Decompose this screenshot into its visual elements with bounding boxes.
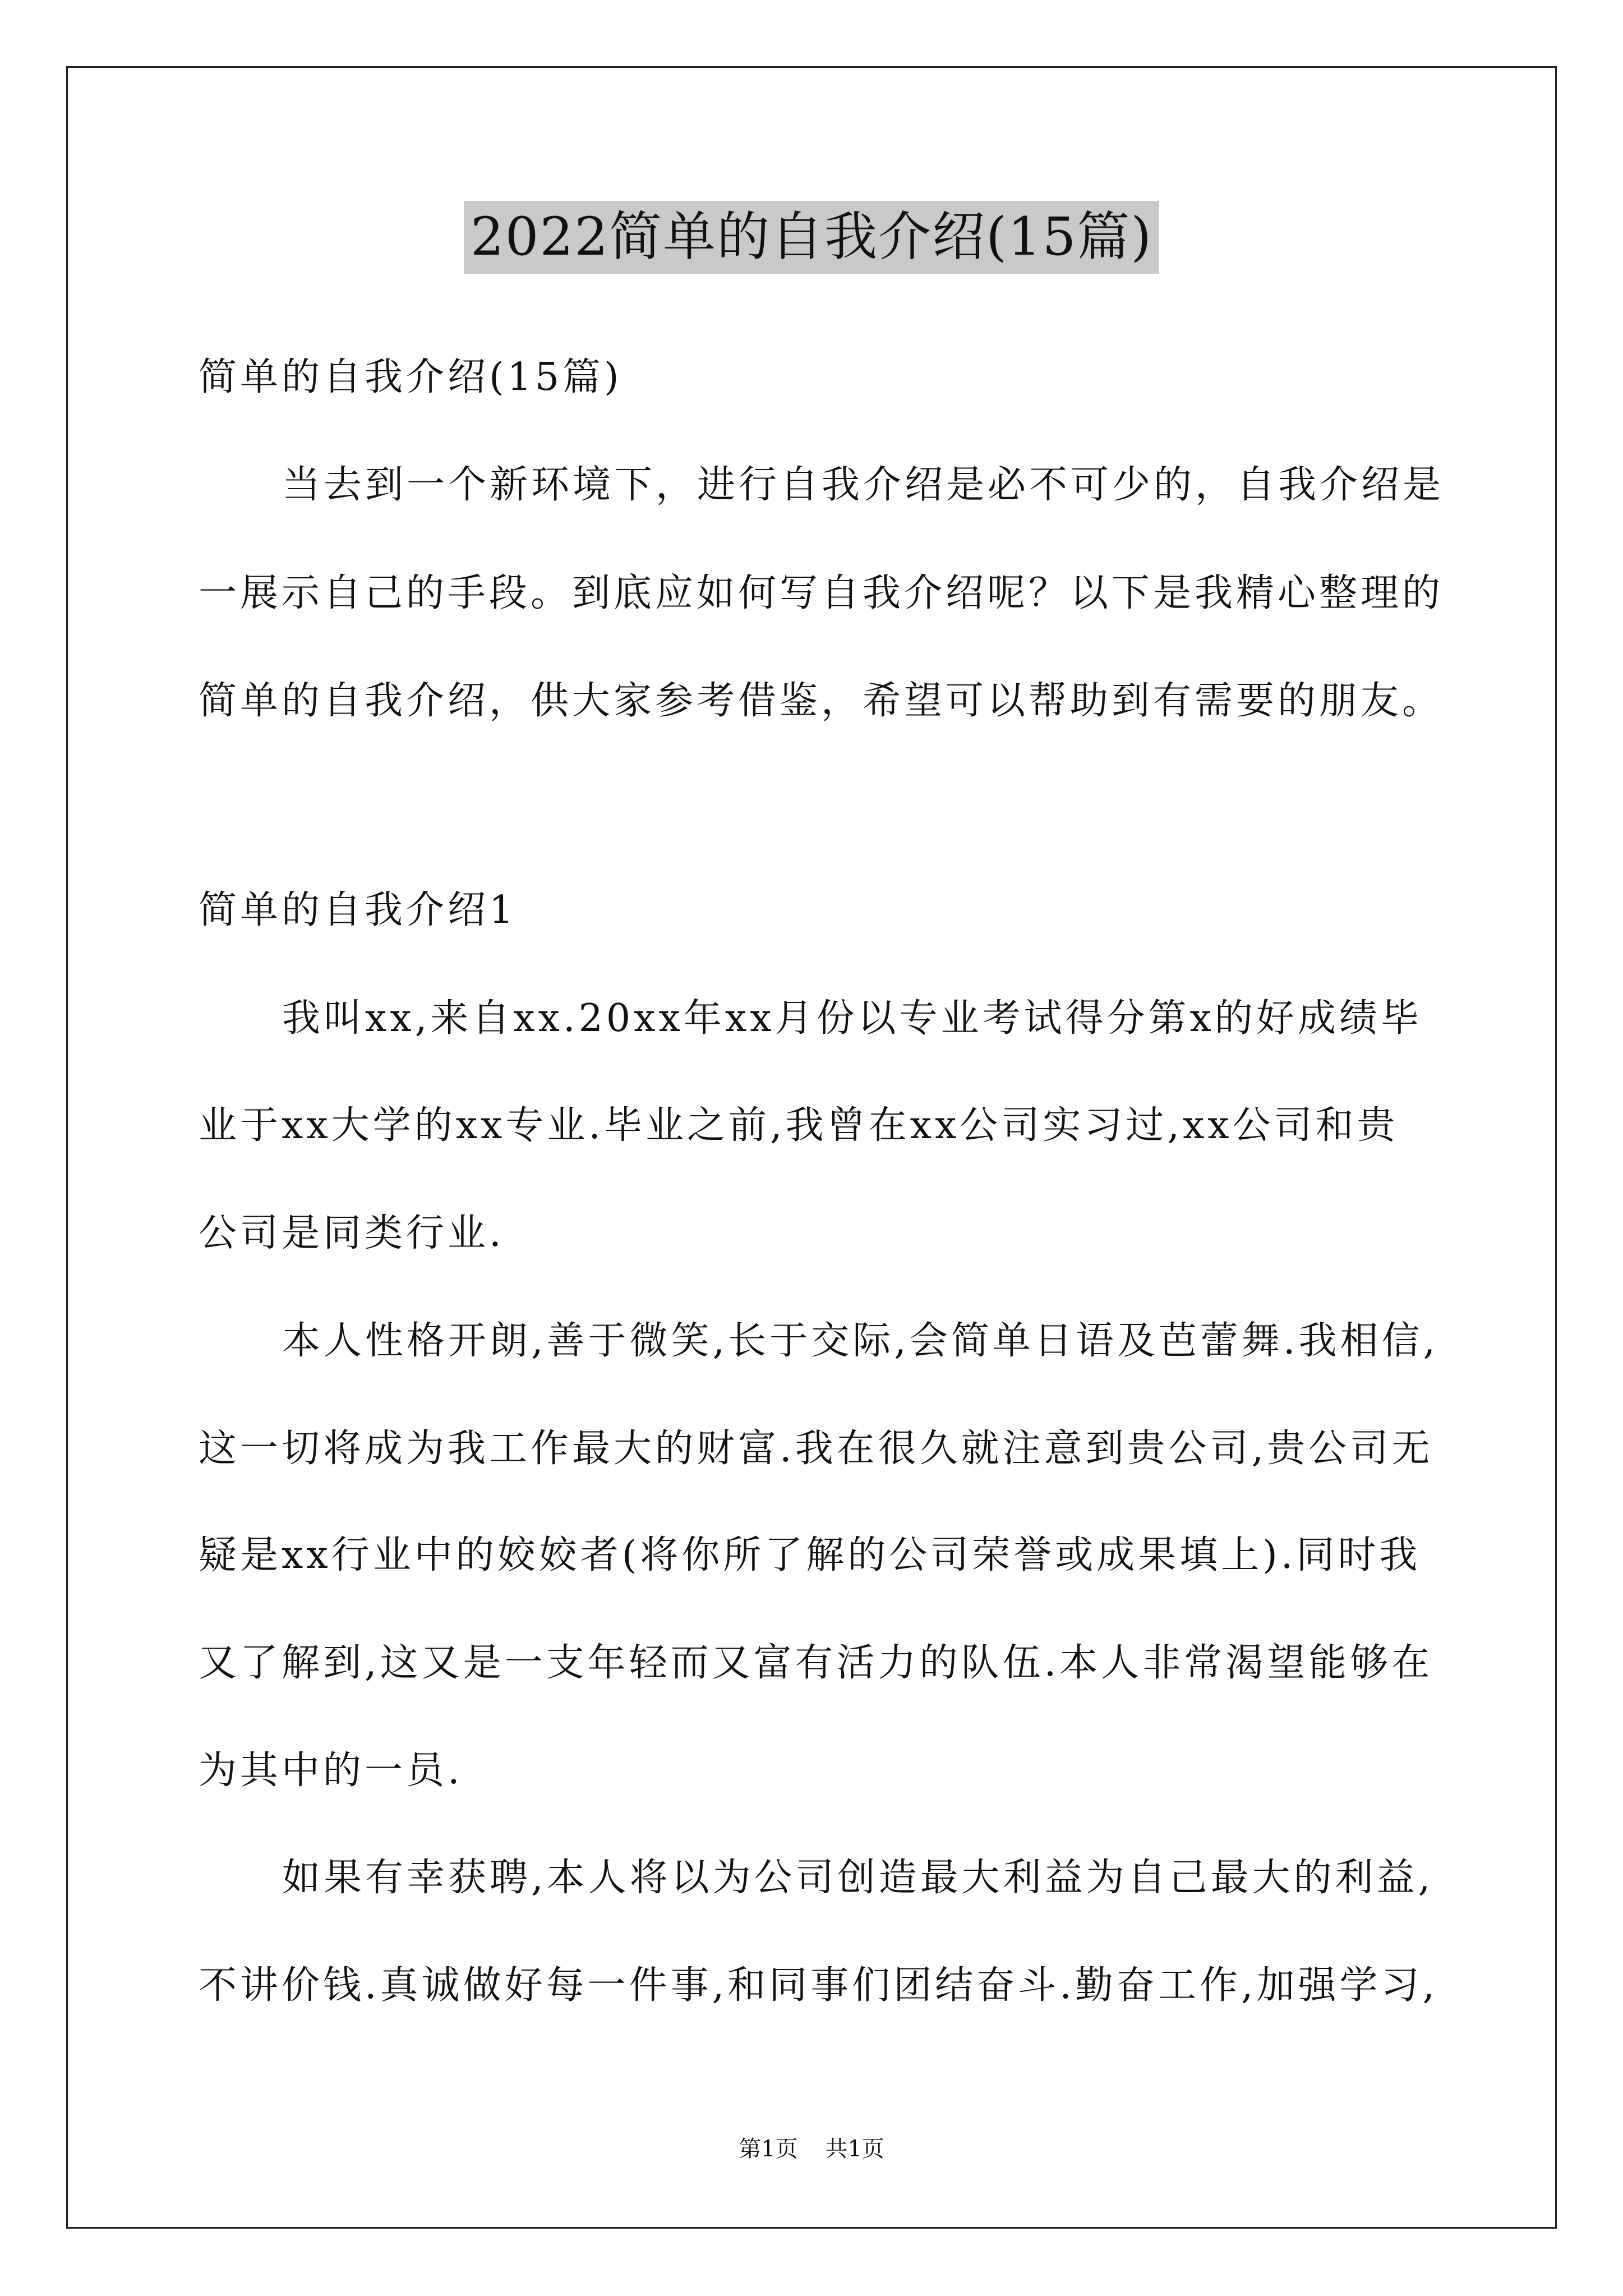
page-number-current: 第1页 (739, 2136, 798, 2162)
title-area (0, 201, 1623, 274)
intro-line-3: 简单的自我介绍，供大家参考借鉴，希望可以帮助到有需要的朋友。 (199, 679, 1444, 723)
page-number-total: 共1页 (825, 2136, 884, 2162)
subtitle: 简单的自我介绍(15篇) (199, 355, 623, 399)
page-footer (0, 2133, 1623, 2165)
paragraph1-line-1: 我叫xx,来自xx.20xx年xx月份以专业考试得分第x的好成绩毕 (282, 996, 1422, 1041)
intro-line-1: 当去到一个新环境下，进行自我介绍是必不可少的，自我介绍是 (282, 463, 1445, 507)
paragraph2-line-1: 本人性格开朗,善于微笑,长于交际,会简单日语及芭蕾舞.我相信, (282, 1319, 1439, 1363)
paragraph1-line-2: 业于xx大学的xx专业.毕业之前,我曾在xx公司实习过,xx公司和贵 (199, 1103, 1399, 1148)
intro-line-2: 一展示自己的手段。到底应如何写自我介绍呢？以下是我精心整理的 (199, 571, 1444, 615)
section-heading: 简单的自我介绍1 (199, 888, 517, 932)
paragraph1-line-3: 公司是同类行业. (199, 1211, 505, 1255)
paragraph3-line-2: 不讲价钱.真诚做好每一件事,和同事们团结奋斗.勤奋工作,加强学习, (199, 1963, 1438, 2008)
paragraph2-line-4: 又了解到,这又是一支年轻而又富有活力的队伍.本人非常渴望能够在 (199, 1641, 1433, 1685)
paragraph2-line-2: 这一切将成为我工作最大的财富.我在很久就注意到贵公司,贵公司无 (199, 1427, 1433, 1471)
paragraph3-line-1: 如果有幸获聘,本人将以为公司创造最大利益为自己最大的利益, (282, 1856, 1434, 1900)
document-title: 2022简单的自我介绍(15篇) (464, 201, 1159, 274)
paragraph2-line-5: 为其中的一员. (199, 1749, 463, 1793)
paragraph2-line-3: 疑是xx行业中的姣姣者(将你所了解的公司荣誉或成果填上).同时我 (199, 1533, 1421, 1577)
